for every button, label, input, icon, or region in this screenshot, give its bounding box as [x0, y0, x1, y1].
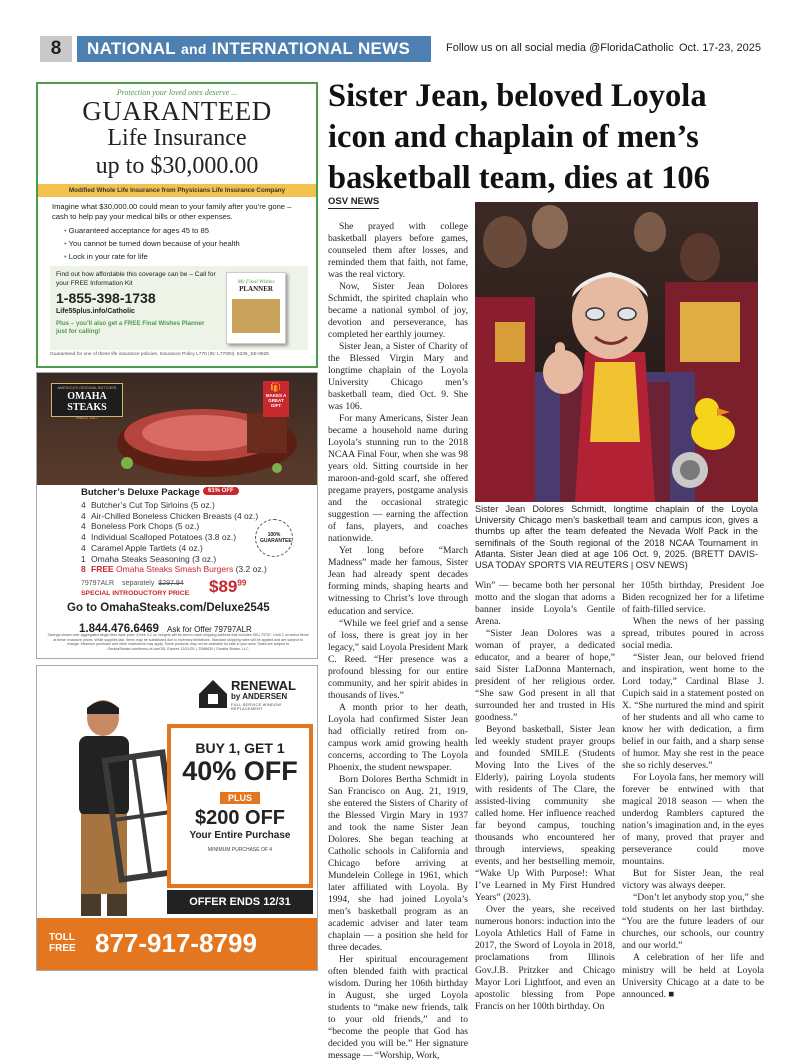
intro-price: $\$89^{99}$ [209, 577, 247, 596]
house-icon [197, 678, 229, 710]
section-word-a: NATIONAL [87, 39, 176, 58]
offer-buy-one: BUY 1, GET 1 [195, 740, 285, 756]
guarantee-seal: 100% GUARANTEE [255, 519, 293, 557]
omaha-since: SINCE 1917 [75, 415, 99, 420]
renewal-logo [197, 678, 309, 712]
paragraph: “Sister Jean Dolores was a woman of prayer, a dedicated educator, and a bearer of hope,” said Sister LaDonna Manternach, president of her religious order. “She saw God present in all that surrounded her and trusted in His goodness.” [475, 628, 615, 724]
section-word-b: INTERNATIONAL NEWS [211, 39, 411, 58]
photo-illustration [475, 202, 758, 502]
planner-booklet [226, 272, 286, 344]
insurance-title-3: up to $30,000.00 [95, 153, 259, 179]
article-column-2 [475, 580, 615, 1010]
paragraph: Her spiritual encouragement often blended faith with practical wisdom. During her 106th birthday in August, she urged Loyola students to “make new friends, talk to your old friends,” and to “become the people that God has decided you will be.” Her signature message — “Worship, Work, [328, 953, 468, 1062]
package-item: 4 Butcher’s Cut Top Sirloins (5 oz.) [81, 500, 215, 510]
insurance-tagline: Protection your loved ones deserve ... [116, 88, 238, 97]
paragraph: But for Sister Jean, the real victory was always deeper. [622, 868, 764, 892]
planner-subtitle: PLANNER [239, 285, 273, 293]
offer-percent: 40% OFF [182, 756, 298, 786]
paragraph: Over the years, she received numerous honors: induction into the Loyola Athletics Hall of Fame in 2017, the Sword of Loyola in 2018, proclamations from Illinois Gov.J.B. Pritzker and Chicago Mayor Lori Lightfoot, and even an apostolic blessing from Pope Francis on her 100th birthday. On [475, 904, 615, 1012]
separately-label: separately [122, 580, 155, 587]
package-item: 4 Individual Scalloped Potatoes (3.8 oz.) [81, 532, 237, 543]
intro-price-label: SPECIAL INTRODUCTORY PRICE [81, 590, 190, 597]
insurance-bullet: • You cannot be turned down because of your health [64, 239, 240, 248]
package-free-item: 8 FREE Omaha Steaks Smash Burgers (3.2 oz.) [81, 564, 267, 575]
social-media-line: Follow us on all social media @FloridaCatholic [446, 42, 674, 54]
percent-off-badge: 61% OFF [203, 487, 239, 495]
offer-purchase: Your Entire Purchase [189, 830, 291, 841]
gift-badge [263, 381, 289, 417]
insurance-bullet: • Lock in your rate for life [64, 252, 148, 261]
insurance-plus: Plus – you’ll also get a FREE Final Wishes Planner just for calling! [56, 320, 205, 335]
paragraph: “Sister Jean, our beloved friend and inspiration, went home to the Lord today,” Cardinal Blase J. Cupich said in a statement posted on X. “She nurtured the mind and spirit of her students and all who came to know her with dedication, a firm belief in our faith, and a sharp sense of humor. May she rest in the peace she so richly deserves.” [622, 652, 764, 772]
paragraph: “Don’t let anybody stop you,” she told students on her last birthday. “You are the future leaders of our churches, our schools, our country and our world.” [622, 892, 764, 952]
article-byline: OSV NEWS [328, 196, 380, 207]
photo-caption: Sister Jean Dolores Schmidt, longtime chaplain of the Loyola University Chicago men’s basketball team and campus icon, gives a thumbs up after the team defeated the Nevada Wolf Pack in the semifinals of the South regional of the 2018 NCAA Tournament in Atlanta. Sister Jean died at age 106 Oct. 9, 2025. (BRETT DAVIS-USA TODAY SPORTS VIA REUTERS | OSV NEWS) [475, 504, 758, 571]
toll-free-label: TOLL FREE [49, 932, 76, 954]
omaha-fine-print: Savings shown over aggregated single item base price. 8 free 3.2 oz. burgers will be sent to each shipping address that includes SKU 79797. Limit 2 on select items at these exclusive prices. While supplies last. Items may be substituted due to inventory limitations. Standard shipping rates will be applied and are subject to change. Minimum purchase and other restrictions may apply. Some products may not be available for sale in your area. Sales are subject to OmahaSteaks.com/terms-of-useOSI. Expires 12/31/25. | 23M8630 | Omaha Steaks, LLC [47, 633, 309, 651]
paragraph: For many Americans, Sister Jean became a household name during Loyola’s stunning run to the 2018 NCAA Final Four, when she was 98 years old. Sitting courtside in her maroon-and-gold scarf, she offered pregame prayers, postgame analysis and the occasional strategic suggestion — earning the affection of fans, players, and coaches nationwide. [328, 413, 468, 545]
paragraph: Now, Sister Jean Dolores Schmidt, the spirited chaplain who became a national symbol of joy, devotion and perseverance, has completed her earthly journey. [328, 281, 468, 341]
section-banner [77, 36, 431, 62]
package-title: Butcher’s Deluxe Package [81, 487, 200, 498]
omaha-logo [51, 383, 123, 420]
article-photo [475, 202, 758, 502]
renewal-brand-sub: by ANDERSEN [231, 692, 288, 701]
article-column-1 [328, 221, 468, 1062]
offer-amount: $200 OFF [194, 807, 286, 829]
offer-minimum: MINIMUM PURCHASE OF 4 [207, 847, 273, 853]
insurance-info-box [50, 266, 308, 350]
section-word-and: and [180, 41, 207, 57]
insurance-title-2: Life Insurance [107, 125, 247, 151]
omaha-phone[interactable]: 1.844.476.6469 [79, 623, 159, 635]
paragraph: When the news of her passing spread, tributes poured in across social media. [622, 616, 764, 652]
renewal-andersen-ad[interactable] [36, 665, 318, 971]
paragraph: A celebration of her life and ministry will be held at Loyola University Chicago at a date to be announced. ■ [622, 952, 764, 1000]
omaha-steaks-ad[interactable] [36, 372, 318, 659]
page-number: 8 [40, 36, 72, 62]
insurance-phone[interactable]: 1-855-398-1738 [56, 290, 156, 306]
paragraph: “While we feel grief and a sense of loss, there is great joy in her legacy,” said Loyola President Mark C. Reed. “Her presence was a profound blessing for our entire community, and her spirit abides in thousands of lives.” [328, 617, 468, 701]
article-headline: Sister Jean, beloved Loyola icon and chaplain of men’s basketball team, dies at 106 [328, 78, 710, 196]
steak-photo [37, 373, 317, 485]
package-item: 4 Air-Chilled Boneless Chicken Breasts (4 oz.) [81, 510, 259, 521]
issue-date: Oct. 17-23, 2025 [679, 42, 761, 54]
worker-with-window-illustration [43, 696, 173, 928]
insurance-title-1: GUARANTEED [82, 96, 272, 126]
insurance-find-out: Find out how affordable this coverage can be – Call for your FREE Information Kit [56, 271, 216, 287]
package-items [81, 500, 267, 575]
paragraph: For Loyola fans, her memory will forever be entwined with that magical 2018 season — when the underdog Ramblers captured the nation’s imagination and, in the eyes of many, proved that prayer and perseverance could move mountains. [622, 772, 764, 868]
toll-free-bar[interactable] [37, 918, 317, 970]
offer-box [167, 724, 313, 888]
old-price: $297.94 [158, 580, 184, 587]
omaha-brand: OMAHA STEAKS [67, 391, 107, 413]
package-item: 1 Omaha Steaks Seasoning (3 oz.) [81, 553, 217, 564]
offer-code: Ask for Offer 79797ALR [167, 625, 252, 634]
sku: 79797ALR [81, 580, 115, 587]
paragraph: Sister Jean, a Sister of Charity of the Blessed Virgin Mary and longtime chaplain of the Loyola University Chicago men’s basketball team, died Oct. 9. She was 106. [328, 341, 468, 413]
insurance-fine-print: Guaranteed for one of these life insurance policies. Insurance Policy L770 (IN: L770IN). 6236_SE-0625 [50, 352, 269, 357]
paragraph: Beyond basketball, Sister Jean led weekly student prayer groups and founded SMILE (Students Moving Into the Lives of the Elderly), pairing Loyola students with residents of The Clare, the assisted-living community she called home. Her influence reached far beyond campus, touching thousands who encountered her through interviews, speaking events, and her bestselling memoir, “Wake Up With Purpose!: What I’ve Learned in My First Hundred Years” (2023). [475, 724, 615, 904]
paragraph: Yet long before “March Madness” made her famous, Sister Jean had already spent decades forming minds, shaping hearts and witnessing to Christ’s love through education and service. [328, 545, 468, 617]
paragraph: She prayed with college basketball players before games, counseled them after losses, and reminded them that faith, not fame, was the real victory. [328, 221, 468, 281]
insurance-web[interactable]: Life55plus.info/Catholic [56, 308, 135, 315]
gift-icon: 🎁 [270, 383, 282, 393]
gift-text: MAKES A GREAT GIFT [265, 393, 287, 408]
offer-ends: OFFER ENDS 12/31 [167, 890, 313, 914]
paragraph: Born Dolores Bertha Schmidt in San Francisco on Aug. 21, 1919, she entered the Sisters of Charity of the Blessed Virgin Mary in 1937 and took the name Sister Jean Dolores. She began teaching at Catholic schools in California and Chicago before arriving at Mundelein College in 1961, which later affiliated with Loyola. By 1994, she had joined Loyola’s men’s basketball program as an academic adviser and later team chaplain — a position she held for three decades. [328, 773, 468, 953]
insurance-bullet: • Guaranteed acceptance for ages 45 to 85 [64, 226, 209, 235]
omaha-brand-top: AMERICA'S ORIGINAL BUTCHER [57, 386, 117, 390]
package-item: 4 Boneless Pork Chops (5 oz.) [81, 521, 200, 532]
package-item: 4 Caramel Apple Tartlets (4 oz.) [81, 542, 203, 553]
paragraph: her 105th birthday, President Joe Biden recognized her for a lifetime of faith-filled service. [622, 580, 764, 616]
offer-plus: PLUS [220, 792, 260, 804]
paragraph: Win” — became both her personal motto and the slogan that adorns a banner inside Loyola’s Gentile Arena. [475, 580, 615, 628]
renewal-brand: RENEWAL [231, 678, 296, 693]
planner-image [232, 299, 280, 333]
renewal-service-line: FULL SERVICE WINDOW REPLACEMENT [231, 703, 282, 711]
omaha-url[interactable]: Go to OmahaSteaks.com/Deluxe2545 [67, 602, 270, 614]
renewal-phone[interactable]: 877-917-8799 [95, 928, 257, 958]
paragraph: A month prior to her death, Loyola had confirmed Sister Jean had officially retired from on-campus work amid growing health concerns, according to The Loyola Phoenix, the student newspaper. [328, 701, 468, 773]
insurance-intro: Imagine what $30,000.00 could mean to your family after you’re gone – cash to help pay your medical bills or other expenses. [52, 202, 292, 221]
insurance-bar: Modified Whole Life Insurance from Physicians Life Insurance Company [38, 184, 316, 197]
life-insurance-ad[interactable] [36, 82, 318, 368]
article-column-3 [622, 580, 764, 1010]
planner-title: My Final Wishes [237, 279, 275, 285]
price-line [81, 580, 184, 587]
